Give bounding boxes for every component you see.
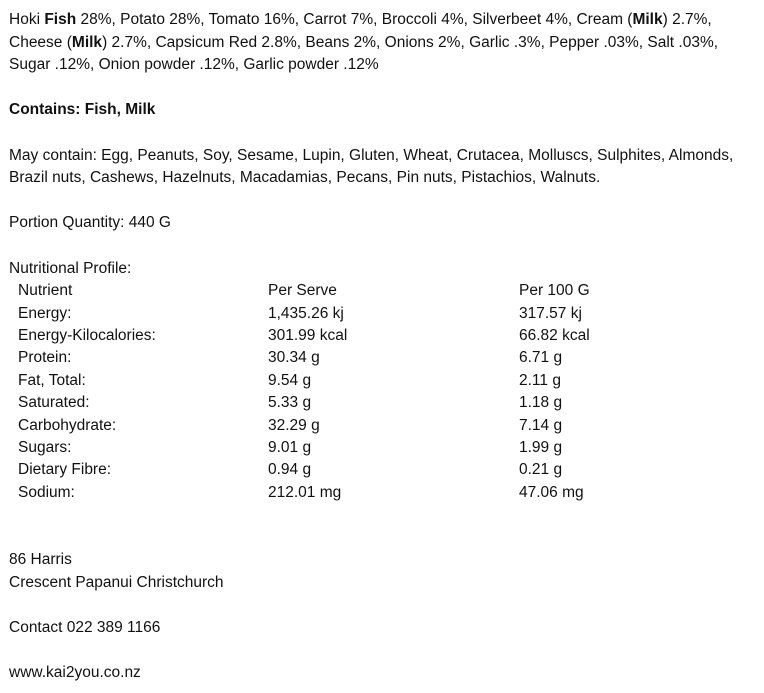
nutrient-name: Dietary Fibre: <box>18 461 112 479</box>
nutrient-name: Energy-Kilocalories: <box>18 326 156 344</box>
nutrient-name: Saturated: <box>18 394 90 412</box>
per-100g-value: 1.99 g <box>519 438 563 456</box>
nutrition-row-energy <box>18 303 760 325</box>
header-per-serve: Per Serve <box>268 282 337 300</box>
spacer <box>9 122 760 145</box>
spacer <box>9 190 760 213</box>
nutrient-name: Carbohydrate: <box>18 416 117 434</box>
per-100g-value: 0.21 g <box>519 461 563 479</box>
header-per-100g: Per 100 G <box>519 282 590 300</box>
nutrition-row-sodium <box>18 482 760 504</box>
per-serve-value: 5.33 g <box>268 394 312 412</box>
nutrient-name: Energy: <box>18 304 72 322</box>
ingredients-text: ) 2.7%, Capsicum Red 2.8%, Beans 2%, Onions 2%, Garlic .3%, Pepper .03%, Salt .03%, Sugar .12%, Onion powder .12%, Garlic powder .12% <box>9 33 719 74</box>
contains-statement <box>9 99 760 122</box>
may-contain-statement: May contain: Egg, Peanuts, Soy, Sesame, Lupin, Gluten, Wheat, Crutacea, Molluscs, Sulphites, Almonds, Brazil nuts, Cashews, Hazelnuts, Macadamias, Pecans, Pin nuts, Pistachios, Walnuts. <box>9 146 734 187</box>
allergen-fish: Fish <box>44 11 77 28</box>
allergen-milk: Milk <box>71 33 103 51</box>
per-serve-value: 32.29 g <box>268 416 320 434</box>
spacer <box>9 77 760 100</box>
nutrient-name: Fat, Total: <box>18 371 86 389</box>
nutrient-name: Sodium: <box>18 483 75 501</box>
spacer <box>9 235 760 258</box>
per-serve-value: 9.54 g <box>268 371 312 389</box>
per-serve-value: 30.34 g <box>268 349 320 367</box>
per-100g-value: 7.14 g <box>519 416 563 434</box>
per-serve-value: 212.01 mg <box>268 483 342 501</box>
document-body <box>9 9 760 685</box>
portion-quantity: Portion Quantity: 440 G <box>9 214 171 232</box>
per-serve-value: 9.01 g <box>268 438 312 456</box>
ingredients-text: Hoki <box>9 11 45 28</box>
per-100g-value: 317.57 kj <box>519 304 582 322</box>
nutrition-row-protein <box>18 347 760 369</box>
nutrition-row-saturated <box>18 392 760 414</box>
nutrition-title: Nutritional Profile: <box>9 259 132 277</box>
address-line-1: 86 Harris <box>9 551 72 569</box>
per-100g-value: 66.82 kcal <box>519 326 590 344</box>
per-100g-value: 6.71 g <box>519 349 563 367</box>
nutrition-row-kilocalories <box>18 325 760 347</box>
spacer <box>9 594 760 617</box>
per-100g-value: 47.06 mg <box>519 483 584 501</box>
nutrition-row-carbohydrate <box>18 415 760 437</box>
contains-text: Contains: Fish, Milk <box>9 101 156 119</box>
allergen-milk: Milk <box>632 11 663 28</box>
nutrition-row-fat-total <box>18 370 760 392</box>
nutrient-name: Protein: <box>18 349 72 367</box>
nutrition-row-dietary-fibre <box>18 459 760 481</box>
per-serve-value: 0.94 g <box>268 461 312 479</box>
nutrient-name: Sugars: <box>18 438 72 456</box>
per-100g-value: 1.18 g <box>519 394 563 412</box>
address-line-2: Crescent Papanui Christchurch <box>9 573 224 591</box>
per-100g-value: 2.11 g <box>519 371 561 389</box>
ingredients-text: 28%, Potato 28%, Tomato 16%, Carrot 7%, Broccoli 4%, Silverbeet 4%, Cream ( <box>76 11 633 28</box>
nutrition-table <box>18 280 760 504</box>
nutrition-row-sugars <box>18 437 760 459</box>
header-nutrient: Nutrient <box>18 282 73 300</box>
per-serve-value: 301.99 kcal <box>268 326 348 344</box>
spacer <box>9 504 760 549</box>
nutrition-header-row <box>18 280 760 302</box>
spacer <box>9 640 760 663</box>
ingredients-text: ) 2.7%, Cheese ( <box>9 11 712 51</box>
per-serve-value: 1,435.26 kj <box>268 304 344 322</box>
ingredients-paragraph <box>9 9 760 77</box>
website-link[interactable]: www.kai2you.co.nz <box>9 664 141 682</box>
contact-phone: Contact 022 389 1166 <box>9 618 161 636</box>
